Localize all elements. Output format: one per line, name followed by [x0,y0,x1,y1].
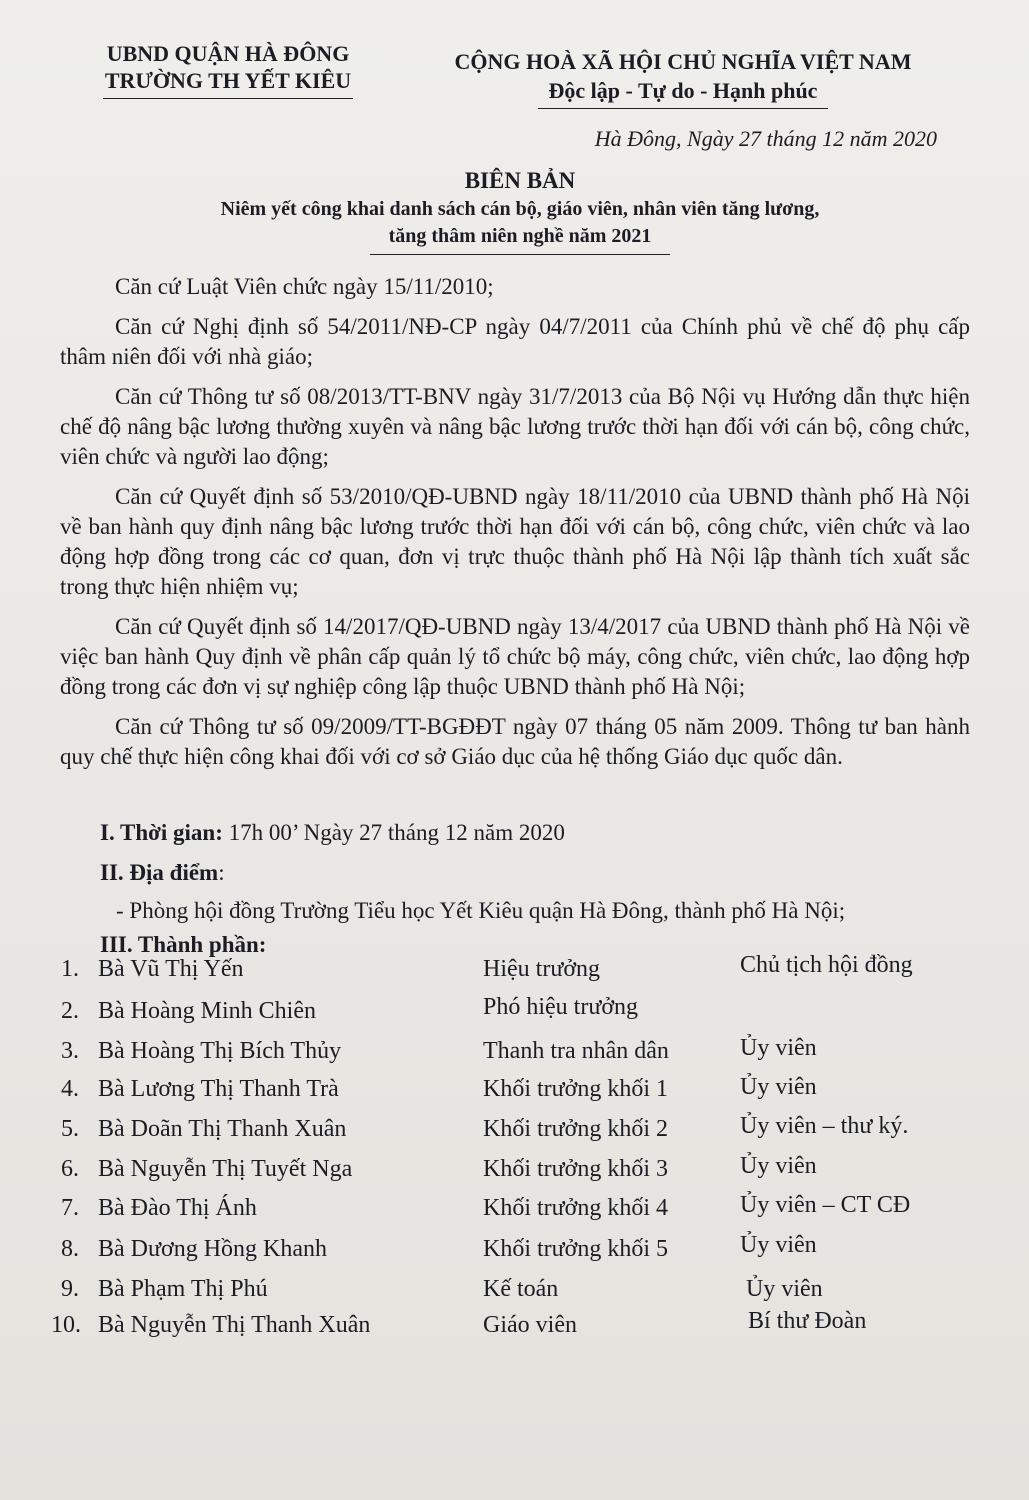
national-header [418,47,948,109]
member-position: Khối trưởng khối 4 [483,1195,669,1221]
list-item [0,1035,1029,1076]
nation-line-2: Độc lập - Tự do - Hạnh phúc [548,78,818,103]
place-label: II. Địa điểm [100,860,219,885]
list-item [0,1076,1029,1114]
list-item [0,1276,1029,1314]
member-name: Bà Đào Thị Ánh [98,1195,257,1221]
member-role: Bí thư Đoàn [748,1308,867,1334]
member-position: Thanh tra nhân dân [483,1038,669,1064]
member-role: Ủy viên [740,1035,817,1061]
member-number: 2. [61,998,79,1024]
member-name: Bà Vũ Thị Yến [98,956,244,982]
member-position: Kế toán [483,1276,559,1302]
member-position: Khối trưởng khối 5 [483,1236,669,1262]
time-label: I. Thời gian: [100,820,223,845]
org-underline [103,98,353,99]
legal-basis-paragraph: Căn cứ Quyết định số 53/2010/QĐ-UBND ngày 18/11/2010 của UBND thành phố Hà Nội về ban hành quy định nâng bậc lương trước thời hạn đối với cán bộ, công chức, viên chức và lao động hợp đồng trong các cơ quan, đơn vị trực thuộc thành phố Hà Nội lập thành tích xuất sắc trong thực hiện nhiệm vụ; [60,484,970,599]
member-number: 1. [61,956,79,982]
document-title: BIÊN BẢN [464,168,576,193]
member-role: Ủy viên – CT CĐ [740,1192,911,1218]
document-subtitle-line-1: Niêm yết công khai danh sách cán bộ, giáo viên, nhân viên tăng lương, [220,198,820,220]
legal-basis-paragraph: Căn cứ Quyết định số 14/2017/QĐ-UBND ngày 13/4/2017 của UBND thành phố Hà Nội về việc ban hành Quy định về phân cấp quản lý tổ chức bộ máy, công chức, viên chức, lao động hợp đồng trong các đơn vị sự nghiệp công lập thuộc UBND thành phố Hà Nội; [60,614,970,699]
member-number: 3. [61,1038,79,1064]
document-title-block [110,166,930,255]
list-item [0,1232,1029,1274]
nation-line-1: CỘNG HOÀ XÃ HỘI CHỦ NGHĨA VIỆT NAM [454,49,912,74]
time-section [100,818,565,848]
list-item [0,1113,1029,1154]
list-item [0,1153,1029,1194]
member-name: Bà Lương Thị Thanh Trà [98,1076,339,1102]
member-name: Bà Nguyễn Thị Tuyết Nga [98,1156,353,1182]
list-item [0,994,1029,1036]
member-position: Phó hiệu trưởng [483,994,639,1020]
list-item [0,952,1029,994]
legal-basis-paragraph: Căn cứ Thông tư số 09/2009/TT-BGĐĐT ngày 07 tháng 05 năm 2009. Thông tư ban hành quy chế thực hiện công khai đối với cơ sở Giáo dục của hệ thống Giáo dục quốc dân. [60,714,970,769]
member-number: 6. [61,1156,79,1182]
legal-basis-paragraph: Căn cứ Nghị định số 54/2011/NĐ-CP ngày 04/7/2011 của Chính phủ về chế độ phụ cấp thâm niên đối với nhà giáo; [60,314,970,369]
member-name: Bà Doãn Thị Thanh Xuân [98,1116,347,1142]
member-position: Khối trưởng khối 3 [483,1156,669,1182]
document-subtitle-line-2: tăng thâm niên nghề năm 2021 [388,225,652,247]
member-role: Ủy viên [740,1074,817,1100]
list-item [0,1192,1029,1233]
member-role: Ủy viên [740,1153,817,1179]
member-role: Ủy viên – thư ký. [740,1113,909,1139]
time-value: 17h 00’ Ngày 27 tháng 12 năm 2020 [222,820,565,845]
org-line-2: TRƯỜNG TH YẾT KIÊU [104,68,352,93]
member-number: 7. [61,1195,79,1221]
member-number: 9. [61,1276,79,1302]
member-number: 4. [61,1076,79,1102]
legal-basis-paragraph: Căn cứ Luật Viên chức ngày 15/11/2010; [115,274,494,299]
nation-underline [538,108,828,109]
legal-basis [60,272,970,782]
member-number: 8. [61,1236,79,1262]
title-underline [370,254,670,255]
member-position: Giáo viên [483,1312,577,1338]
member-number: 10. [51,1312,81,1338]
org-line-1: UBND QUẬN HÀ ĐÔNG [106,41,350,66]
member-name: Bà Hoàng Minh Chiên [98,998,316,1024]
place-section [100,858,225,888]
member-number: 5. [61,1116,79,1142]
member-position: Khối trưởng khối 2 [483,1116,669,1142]
member-role: Ủy viên [746,1276,823,1302]
member-name: Bà Dương Hồng Khanh [98,1236,328,1262]
member-name: Bà Hoàng Thị Bích Thủy [98,1038,342,1064]
member-name: Bà Phạm Thị Phú [98,1276,268,1302]
member-position: Khối trưởng khối 1 [483,1076,669,1102]
document-date: Hà Đông, Ngày 27 tháng 12 năm 2020 [594,126,937,151]
members-label: III. Thành phần: [100,932,267,957]
list-item [0,1308,1029,1350]
member-role: Chủ tịch hội đồng [740,952,913,978]
organization-header [78,40,378,99]
member-name: Bà Nguyễn Thị Thanh Xuân [98,1312,371,1338]
legal-basis-paragraph: Căn cứ Thông tư số 08/2013/TT-BNV ngày 31/7/2013 của Bộ Nội vụ Hướng dẫn thực hiện chế độ nâng bậc lương thường xuyên và nâng bậc lương trước thời hạn đối với cán bộ, công chức, viên chức và người lao động; [60,384,970,469]
member-role: Ủy viên [740,1232,817,1258]
place-value: - Phòng hội đồng Trường Tiểu học Yết Kiêu quận Hà Đông, thành phố Hà Nội; [116,898,846,923]
member-position: Hiệu trưởng [483,956,601,982]
place-colon: : [218,860,225,885]
